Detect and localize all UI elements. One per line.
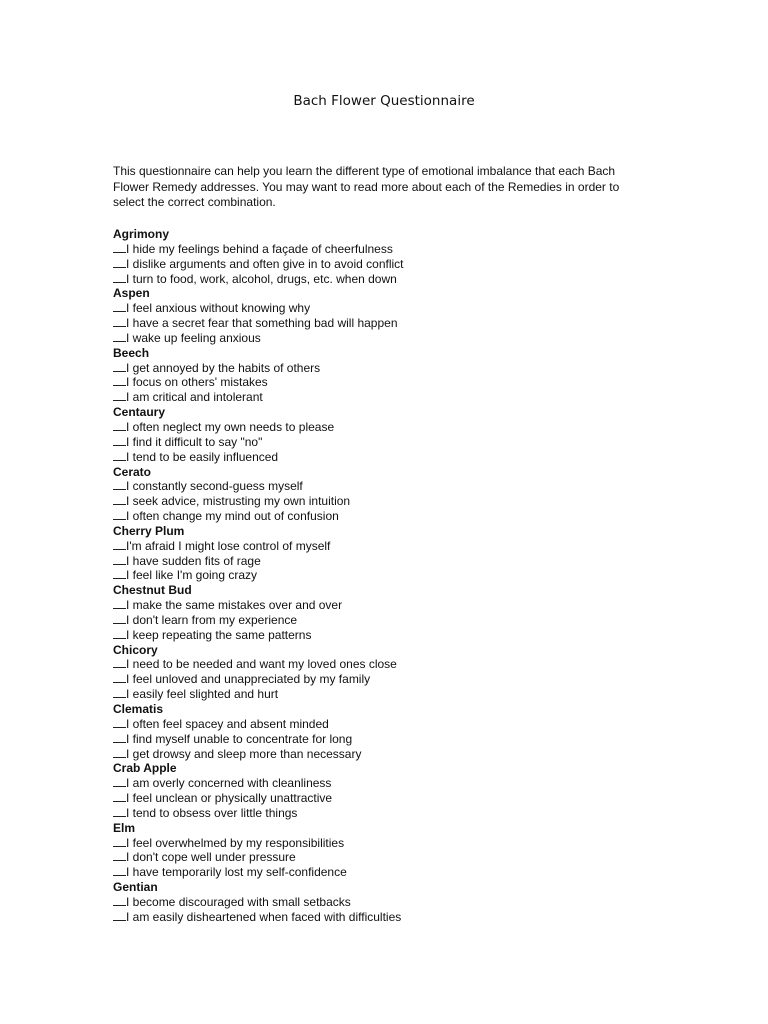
statement-item [113,450,673,465]
page-title: Bach Flower Questionnaire [293,93,475,109]
statement-text: I need to be needed and want my loved ones close [126,657,397,672]
remedy-list [113,227,673,925]
remedy-name: Clematis [113,702,164,716]
checkbox-blank-line[interactable] [113,747,126,758]
statement-item [113,895,673,910]
statement-text: I constantly second-guess myself [126,479,303,494]
statement-item [113,509,673,524]
checkbox-blank-line[interactable] [113,301,126,312]
remedy-section [113,227,673,286]
remedy-section [113,761,673,820]
checkbox-blank-line[interactable] [113,657,126,668]
statement-item [113,598,673,613]
statement-item [113,717,673,732]
statement-text: I easily feel slighted and hurt [126,687,279,702]
statement-text: I don't cope well under pressure [126,850,296,865]
statement-item [113,361,673,376]
statement-item [113,272,673,287]
statement-item [113,420,673,435]
remedy-section [113,346,673,405]
statement-text: I turn to food, work, alcohol, drugs, etc. when down [126,271,397,286]
statement-item [113,613,673,628]
statement-item [113,910,673,925]
remedy-section [113,821,673,880]
statement-text: I'm afraid I might lose control of myself [126,538,331,553]
checkbox-blank-line[interactable] [113,776,126,787]
statement-item [113,836,673,851]
checkbox-blank-line[interactable] [113,316,126,327]
statement-text: I often neglect my own needs to please [126,419,335,434]
statement-text: I seek advice, mistrusting my own intuition [126,494,351,509]
checkbox-blank-line[interactable] [113,717,126,728]
statement-item [113,242,673,257]
checkbox-blank-line[interactable] [113,479,126,490]
remedy-section [113,524,673,583]
remedy-section [113,465,673,524]
statement-item [113,539,673,554]
statement-text: I have temporarily lost my self-confidence [126,865,347,880]
remedy-name: Elm [113,820,136,835]
checkbox-blank-line[interactable] [113,732,126,743]
checkbox-blank-line[interactable] [113,331,126,342]
remedy-section [113,583,673,642]
statement-item [113,331,673,346]
statement-item [113,687,673,702]
remedy-section [113,702,673,761]
statement-item [113,865,673,880]
statement-item [113,554,673,569]
checkbox-blank-line[interactable] [113,791,126,802]
statement-item [113,375,673,390]
statement-text: I focus on others' mistakes [126,375,268,390]
remedy-name: Cerato [113,464,152,479]
statement-item [113,672,673,687]
statement-item [113,435,673,450]
checkbox-blank-line[interactable] [113,257,126,268]
statement-text: I wake up feeling anxious [126,330,261,345]
checkbox-blank-line[interactable] [113,242,126,253]
checkbox-blank-line[interactable] [113,598,126,609]
checkbox-blank-line[interactable] [113,554,126,565]
remedy-name: Chestnut Bud [113,583,192,598]
remedy-name: Beech [113,345,150,360]
statement-text: I feel anxious without knowing why [126,301,311,316]
checkbox-blank-line[interactable] [113,390,126,401]
statement-item [113,316,673,331]
remedy-section [113,286,673,345]
statement-text: I am critical and intolerant [126,390,263,405]
statement-item [113,257,673,272]
remedy-name: Agrimony [113,227,170,241]
statement-text: I tend to obsess over little things [126,805,298,820]
checkbox-blank-line[interactable] [113,272,126,283]
statement-text: I hide my feelings behind a façade of cheerfulness [126,241,393,256]
checkbox-blank-line[interactable] [113,895,126,906]
statement-text: I find myself unable to concentrate for long [126,731,353,746]
statement-item [113,301,673,316]
statement-text: I often change my mind out of confusion [126,509,339,524]
checkbox-blank-line[interactable] [113,568,126,579]
checkbox-blank-line[interactable] [113,509,126,520]
statement-text: I feel overwhelmed by my responsibilities [126,835,345,850]
checkbox-blank-line[interactable] [113,836,126,847]
checkbox-blank-line[interactable] [113,539,126,550]
statement-item [113,806,673,821]
statement-item [113,657,673,672]
intro-paragraph: This questionnaire can help you learn the different type of emotional imbalance that each Bach Flower Remedy addresses. You may want to read more about each of the Remedies in order to select the correct combination. [113,164,620,209]
statement-text: I feel unloved and unappreciated by my family [126,672,371,687]
statement-text: I become discouraged with small setbacks [126,894,351,909]
checkbox-blank-line[interactable] [113,494,126,505]
remedy-section [113,643,673,702]
checkbox-blank-line[interactable] [113,910,126,921]
statement-text: I feel like I'm going crazy [126,568,258,583]
checkbox-blank-line[interactable] [113,361,126,372]
statement-item [113,494,673,509]
checkbox-blank-line[interactable] [113,628,126,639]
checkbox-blank-line[interactable] [113,865,126,876]
statement-item [113,479,673,494]
statement-item [113,390,673,405]
statement-text: I dislike arguments and often give in to avoid conflict [126,256,404,271]
checkbox-blank-line[interactable] [113,420,126,431]
checkbox-blank-line[interactable] [113,613,126,624]
remedy-name: Centaury [113,405,166,420]
remedy-section [113,405,673,464]
statement-text: I am easily disheartened when faced with difficulties [126,909,402,924]
statement-text: I am overly concerned with cleanliness [126,776,332,791]
remedy-section [113,880,673,925]
checkbox-blank-line[interactable] [113,450,126,461]
checkbox-blank-line[interactable] [113,672,126,683]
remedy-name: Aspen [113,286,150,301]
statement-text: I have a secret fear that something bad will happen [126,316,398,331]
remedy-name: Crab Apple [113,761,177,776]
statement-text: I have sudden fits of rage [126,553,261,568]
checkbox-blank-line[interactable] [113,687,126,698]
checkbox-blank-line[interactable] [113,850,126,861]
statement-text: I often feel spacey and absent minded [126,716,329,731]
statement-text: I don't learn from my experience [126,612,298,627]
statement-text: I feel unclean or physically unattractive [126,791,333,806]
statement-text: I make the same mistakes over and over [126,598,343,613]
checkbox-blank-line[interactable] [113,375,126,386]
statement-text: I tend to be easily influenced [126,449,279,464]
statement-item [113,850,673,865]
statement-text: I find it difficult to say "no" [126,434,263,449]
statement-item [113,776,673,791]
statement-item [113,791,673,806]
statement-item [113,628,673,643]
remedy-name: Cherry Plum [113,523,185,538]
remedy-name: Chicory [113,642,158,657]
checkbox-blank-line[interactable] [113,435,126,446]
statement-item [113,568,673,583]
statement-text: I get drowsy and sleep more than necessary [126,746,362,761]
remedy-name: Gentian [113,880,158,895]
statement-text: I keep repeating the same patterns [126,627,312,642]
checkbox-blank-line[interactable] [113,806,126,817]
statement-text: I get annoyed by the habits of others [126,360,321,375]
statement-item [113,732,673,747]
statement-item [113,747,673,762]
